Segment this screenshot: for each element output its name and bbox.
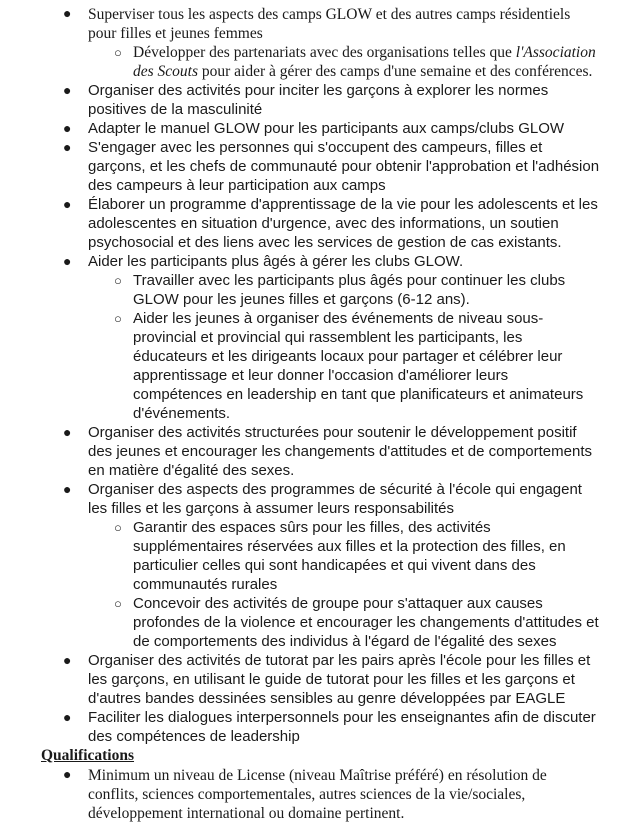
sub-list [0, 518, 620, 651]
list-item [0, 138, 620, 195]
bullet-dot-icon: ● [63, 768, 72, 783]
bullet-dot-icon: ● [63, 120, 72, 136]
sub-list-item-text: Développer des partenariats avec des organisations telles que [133, 44, 516, 61]
list-item [0, 5, 620, 43]
list-item-text: Adapter le manuel GLOW pour les participants aux camps/clubs GLOW [88, 120, 565, 137]
bullet-circle-icon: ○ [114, 45, 122, 60]
list-item-text: Organiser des activités pour inciter les garçons à explorer les normes positives de la masculinité [88, 82, 549, 118]
sub-list-item-text: Travailler avec les participants plus âgés pour continuer les clubs GLOW pour les jeunes filles et garçons (6-12 ans). [133, 272, 566, 308]
bullet-circle-icon: ○ [114, 520, 122, 535]
list-item [0, 708, 620, 746]
bullet-dot-icon: ● [63, 709, 72, 725]
bullet-dot-icon: ● [63, 82, 72, 98]
list-item-text: Organiser des activités de tutorat par les pairs après l'école pour les filles et les garçons, en utilisant le guide de tutorat pour les filles et les garçons et d'autres bandes dessinées sensibles au genre développées par EAGLE [88, 652, 591, 707]
sub-list-item-text: Aider les jeunes à organiser des événements de niveau sous-provincial et provincial qui rassemblent les participants, les éducateurs et les dirigeants locaux pour partager et célébrer leur apprentissage et leur donner l'occasion d'améliorer leurs compétences en leadership en tant que planificateurs et animateurs d'événements. [133, 310, 584, 422]
list-item-text: Organiser des aspects des programmes de sécurité à l'école qui engagent les filles et les garçons à assumer leurs responsabilités [88, 481, 582, 517]
bullet-dot-icon: ● [63, 253, 72, 269]
bullet-dot-icon: ● [63, 424, 72, 440]
list-item-text: Aider les participants plus âgés à gérer les clubs GLOW. [88, 253, 464, 270]
list-item [0, 766, 620, 823]
list-item [0, 119, 620, 138]
sub-list-item-text: Garantir des espaces sûrs pour les filles, des activités supplémentaires réservées aux filles et la protection des filles, en particulier celles qui sont handicapées et qui vivent dans des communautés rurales [133, 519, 566, 593]
list-item [0, 252, 620, 271]
qualifications-heading: Qualifications [41, 747, 135, 764]
sub-list-item [0, 271, 620, 309]
bullet-circle-icon: ○ [114, 273, 122, 288]
bullet-dot-icon: ● [63, 652, 72, 668]
bullet-dot-icon: ● [63, 481, 72, 497]
sub-list-item [0, 594, 620, 651]
organization-name: l'Association des Scouts [133, 44, 596, 80]
sub-list-item [0, 518, 620, 594]
bullet-dot-icon: ● [63, 139, 72, 155]
list-item-text: Minimum un niveau de License (niveau Maîtrise préféré) en résolution de conflits, sciences comportementales, autres sciences de la vie/sociales, développement international ou domaine pertinent. [88, 767, 547, 822]
list-item [0, 81, 620, 119]
sub-list [0, 43, 620, 81]
sub-list [0, 271, 620, 423]
bullet-dot-icon: ● [63, 196, 72, 212]
bullet-circle-icon: ○ [114, 311, 122, 326]
list-item [0, 195, 620, 252]
bullet-circle-icon: ○ [114, 596, 122, 611]
list-item-text: S'engager avec les personnes qui s'occupent des campeurs, filles et garçons, et les chefs de communauté pour obtenir l'approbation et l'adhésion des campeurs à leur participation aux camps [88, 139, 600, 194]
list-item-text: Élaborer un programme d'apprentissage de la vie pour les adolescents et les adolescentes en situation d'urgence, avec des informations, un soutien psychosocial et des liens avec les services de gestion de cas existants. [88, 196, 598, 251]
sub-list-item [0, 309, 620, 423]
bullet-dot-icon: ● [63, 7, 72, 22]
responsibilities-list [0, 5, 620, 746]
list-item [0, 480, 620, 518]
qualifications-list [0, 766, 620, 823]
list-item-text: Superviser tous les aspects des camps GLOW et des autres camps résidentiels pour filles et jeunes femmes [88, 6, 571, 42]
sub-list-item-text: Concevoir des activités de groupe pour s'attaquer aux causes profondes de la violence et encourager les changements d'attitudes et de comportements des individus à l'égard de l'égalité des sexes [133, 595, 599, 650]
sub-list-item-text: pour aider à gérer des camps d'une semaine et des conférences. [198, 63, 593, 80]
list-item-text: Organiser des activités structurées pour soutenir le développement positif des jeunes et encourager les changements d'attitudes et de comportements en matière d'égalité des sexes. [88, 424, 593, 479]
sub-list-item [0, 43, 620, 81]
list-item [0, 423, 620, 480]
list-item [0, 651, 620, 708]
list-item-text: Faciliter les dialogues interpersonnels pour les enseignantes afin de discuter des compétences de leadership [88, 709, 596, 745]
